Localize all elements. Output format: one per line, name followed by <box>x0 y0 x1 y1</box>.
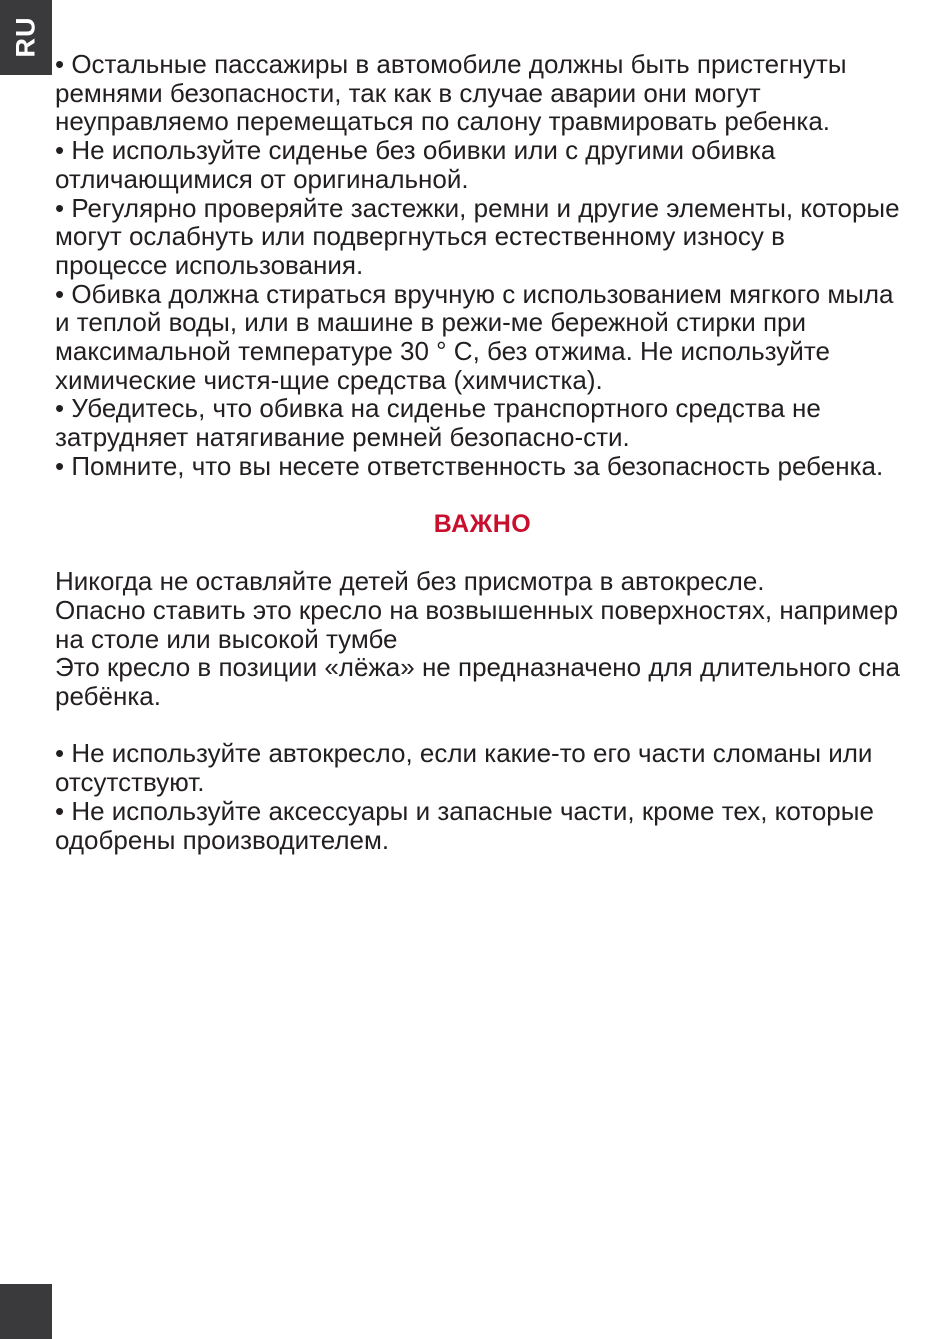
language-tab <box>0 0 52 75</box>
bullet-item: • Помните, что вы несете ответственность за безопасность ребенка. <box>55 450 884 481</box>
bullet-item: • Остальные пассажиры в автомобиле должны быть пристегнуты ремнями безопасности, так как в случае аварии они могут неуправляемо перемещаться по салону травмировать ребенка. <box>55 49 847 137</box>
important-paragraph: Опасно ставить это кресло на возвышенных поверхностях, например на столе или высокой тумбе <box>55 594 899 654</box>
important-paragraph: Никогда не оставляйте детей без присмотра в автокресле. <box>55 566 765 597</box>
bullet-item: • Регулярно проверяйте застежки, ремни и другие элементы, которые могут ослабнуть или подвергнуться естественному износу в процессе использования. <box>55 192 900 280</box>
bullet-item: • Не используйте сиденье без обивки или с другими обивка отличающимися от оригинальной. <box>55 135 776 194</box>
bullet-item: • Обивка должна стираться вручную с использованием мягкого мыла и теплой воды, или в машине в режи-ме бережной стирки при максимальной температуре 30 ° С, без отжима. Не используйте химические чистя-щие средства (химчистка). <box>55 278 894 395</box>
important-heading: ВАЖНО <box>433 509 532 538</box>
important-paragraph: Это кресло в позиции «лёжа» не предназначено для длительного сна ребёнка. <box>55 652 900 712</box>
bullet-item: • Убедитесь, что обивка на сиденье транспортного средства не затрудняет натягивание ремней безопасно-сти. <box>55 393 821 453</box>
spacer <box>55 711 900 740</box>
language-label: RU <box>10 16 41 58</box>
footer-tab <box>0 1284 52 1339</box>
bullet-item: • Не используйте автокресло, если какие-то его части сломаны или отсутствуют. <box>55 738 873 798</box>
bullet-item: • Не используйте аксессуары и запасные части, кроме тех, которые одобрены производителем. <box>55 795 874 855</box>
page-content <box>55 50 900 854</box>
